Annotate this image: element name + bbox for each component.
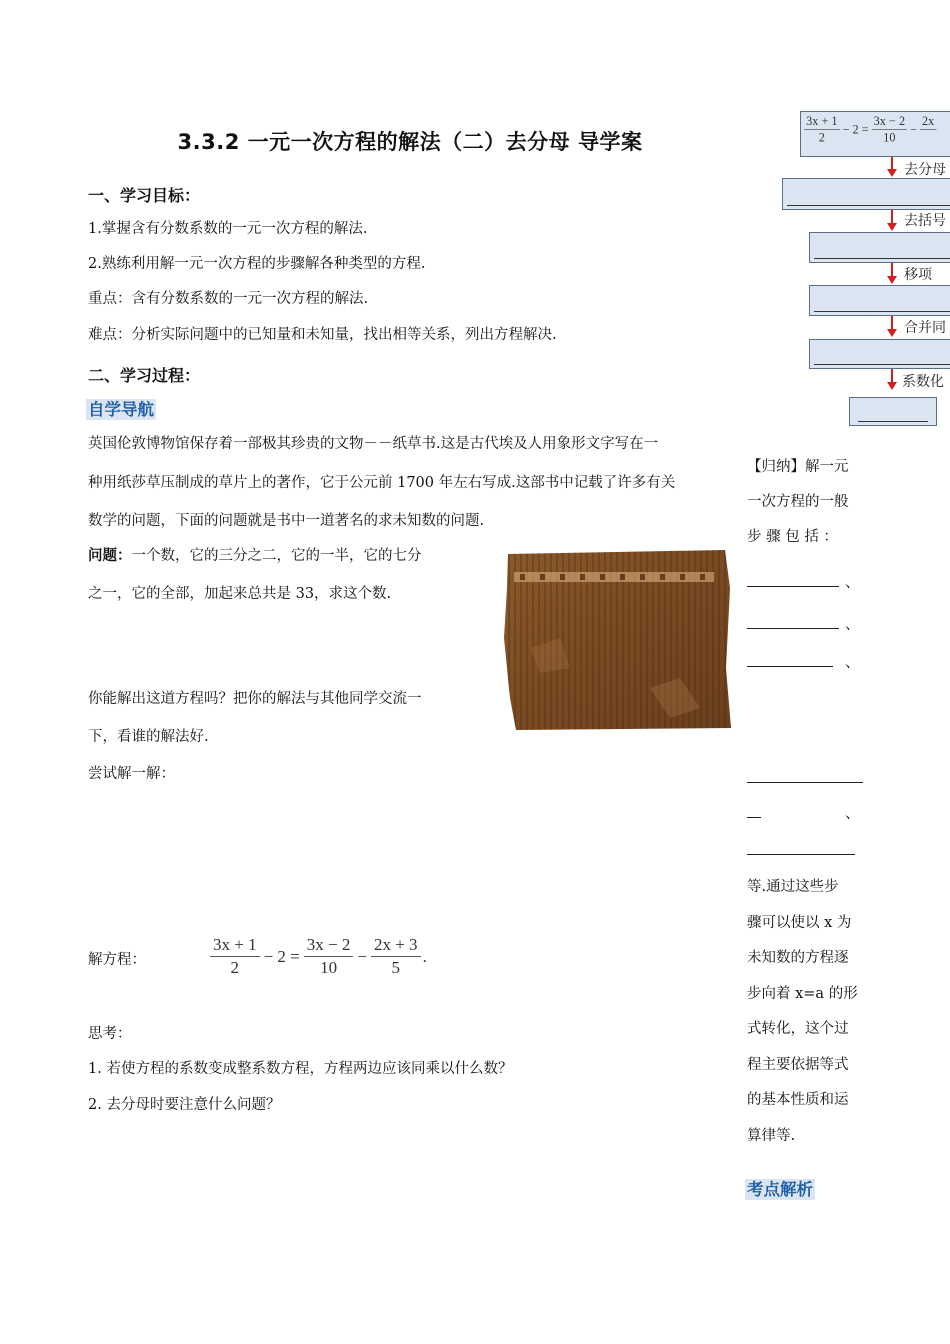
blank-line-1[interactable] — [747, 570, 839, 587]
summary-line-1: 【归纳】解一元 — [747, 459, 849, 475]
blank-4b: 、 — [747, 801, 865, 824]
difficulty-line: 难点：分析实际问题中的已知量和未知量，找出相等关系，列出方程解决. — [88, 327, 557, 343]
solve-label: 解方程： — [88, 952, 146, 968]
blank-4 — [747, 766, 865, 789]
flow-box-3 — [809, 285, 950, 316]
flow-arrow-4 — [891, 316, 893, 335]
blank-line-4a[interactable] — [747, 766, 863, 783]
papyrus-image — [500, 548, 732, 732]
exchange-line-1: 你能解出这道方程吗？把你的解法与其他同学交流一 — [88, 691, 422, 707]
fraction-2: $\frac{3x - 2}{10}$ — [304, 935, 354, 978]
flow-arrow-1 — [891, 157, 893, 175]
try-label: 尝试解一解： — [88, 766, 175, 782]
step-label-2: 去括号 — [904, 213, 946, 229]
blank-line-5[interactable] — [747, 838, 855, 855]
fraction-3: $\frac{2x + 3}{5}$ — [371, 935, 421, 978]
solve-equation — [88, 935, 427, 977]
problem-line-2: 之一，它的全部，加起来总共是 33，求这个数. — [88, 586, 392, 602]
flow-box-4 — [809, 339, 950, 369]
summary-tail-2: 骤可以使以 x 为 — [747, 914, 852, 931]
objective-line-1: 1.掌握含有分数系数的一元一次方程的解法. — [88, 221, 368, 237]
blank-line-2[interactable] — [747, 612, 839, 629]
blank-1: 、 — [747, 570, 865, 593]
point-analysis-label: 考点解析 — [747, 1180, 813, 1199]
step-label-5: 系数化 — [902, 374, 944, 390]
page-title: 3.3.2 一元一次方程的解法（二）去分母 导学案 — [177, 130, 643, 154]
flow-box-2 — [809, 232, 950, 263]
blank-5 — [747, 838, 865, 861]
flow-arrow-5 — [891, 369, 893, 388]
section2-heading: 二、学习过程： — [88, 366, 201, 385]
step-label-1: 去分母 — [904, 162, 946, 178]
step-label-3: 移项 — [904, 267, 932, 283]
summary-tail — [747, 870, 865, 1154]
equation-body: $\frac{3x + 1}{2}$ − 2 = $\frac{3x - 2}{10}$ − $\frac{2x + 3}{5}$ . — [210, 935, 427, 978]
blank-line-4b[interactable] — [747, 801, 761, 818]
intro-line-1: 英国伦敦博物馆保存着一部极其珍贵的文物－－纸草书.这是古代埃及人用象形文字写在一 — [88, 436, 659, 452]
exchange-line-2: 下，看谁的解法好. — [88, 729, 209, 745]
blank-2: 、 — [747, 612, 865, 635]
summary-tail-8: 算律等. — [747, 1127, 796, 1144]
step-label-4: 合并同 — [904, 320, 946, 336]
problem-line-1: 问题：一个数，它的三分之二，它的一半，它的七分 — [88, 547, 422, 564]
blank-line-3[interactable] — [747, 650, 833, 667]
problem-label: 问题： — [88, 547, 132, 564]
flow-equation-box: $\frac{3x + 1}{2}$ − 2 = $\frac{3x - 2}{10}$ − 2x — [800, 111, 950, 157]
think-question-2: 2. 去分母时要注意什么问题？ — [88, 1097, 281, 1113]
intro-line-2: 种用纸莎草压制成的草片上的著作，它于公元前 1700 年左右写成.这部书中记载了许多有关 — [88, 475, 676, 491]
summary-tail-5: 式转化，这个过 — [747, 1021, 849, 1037]
flow-box-5 — [849, 397, 937, 426]
key-point-line: 重点：含有分数系数的一元一次方程的解法. — [88, 291, 369, 307]
intro-line-3: 数学的问题，下面的问题就是书中一道著名的求未知数的问题. — [88, 513, 485, 529]
think-label: 思考： — [88, 1026, 132, 1042]
flow-arrow-3 — [891, 263, 893, 282]
summary-tail-6: 程主要依据等式 — [747, 1056, 849, 1073]
section1-heading: 一、学习目标： — [88, 186, 201, 205]
summary-line-2: 一次方程的一般 — [747, 494, 849, 510]
summary-tail-1: 等.通过这些步 — [747, 879, 839, 895]
summary-line-3: 步 骤 包 括 ： — [747, 529, 838, 545]
summary-tail-4: 步向着 x=a 的形 — [747, 985, 858, 1002]
self-study-label: 自学导航 — [88, 400, 154, 419]
fraction-1: $\frac{3x + 1}{2}$ — [210, 935, 260, 978]
summary-tail-7: 的基本性质和运 — [747, 1092, 849, 1108]
summary-intro — [747, 450, 865, 555]
blank-3: 、 — [747, 650, 865, 673]
objective-line-2: 2.熟练利用解一元一次方程的步骤解各种类型的方程. — [88, 256, 426, 272]
flow-arrow-2 — [891, 210, 893, 229]
summary-tail-3: 未知数的方程逐 — [747, 950, 849, 966]
think-question-1: 1. 若使方程的系数变成整系数方程，方程两边应该同乘以什么数？ — [88, 1061, 513, 1077]
flow-box-1 — [782, 178, 950, 210]
